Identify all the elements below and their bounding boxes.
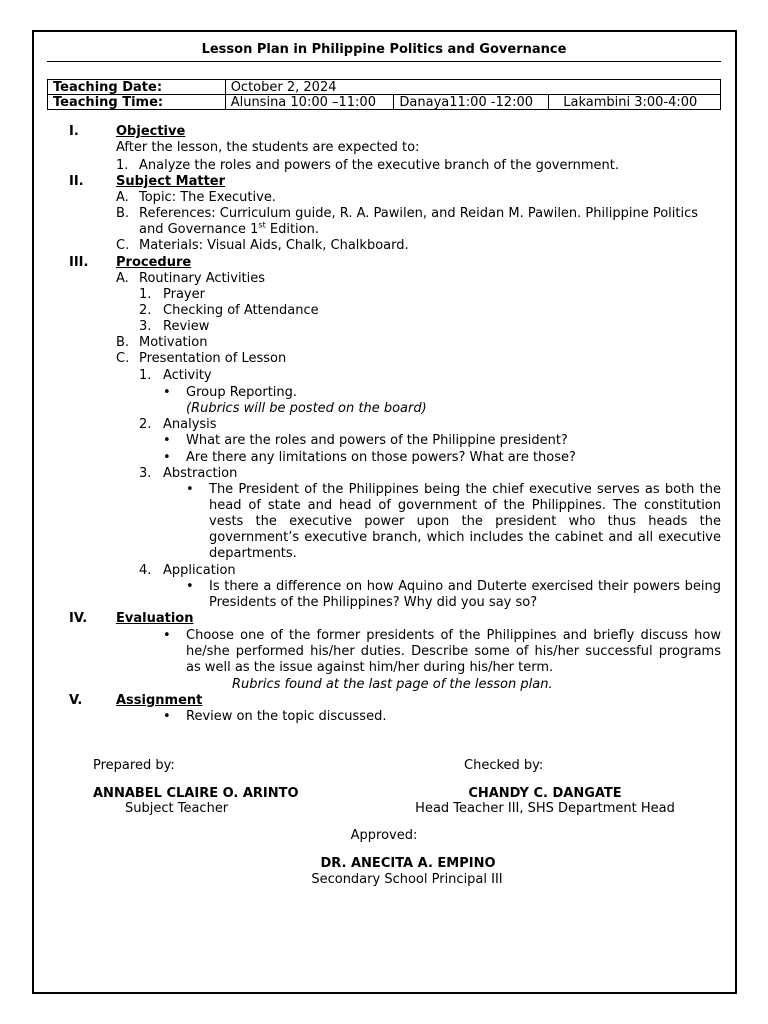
- prepared-by-label: Prepared by:: [93, 758, 175, 773]
- evaluation-note: Rubrics found at the last page of the lesson plan.: [232, 677, 553, 692]
- section-heading-evaluation: Evaluation: [116, 611, 194, 626]
- section-number: IV.: [69, 611, 88, 626]
- preparer-title: Subject Teacher: [125, 801, 229, 816]
- checker-title: Head Teacher III, SHS Department Head: [415, 801, 675, 816]
- list-marker: 1.: [116, 158, 129, 173]
- time-slot-danaya: Danaya11:00 -12:00: [394, 95, 549, 110]
- list-marker: A.: [116, 190, 129, 205]
- analysis-question: What are the roles and powers of the Philippine president?: [186, 433, 568, 448]
- routinary-activities: Routinary Activities: [139, 271, 266, 286]
- analysis-question: Are there any limitations on those powers? What are those?: [186, 450, 576, 465]
- list-marker: 4.: [139, 563, 152, 578]
- list-marker: 3.: [139, 466, 152, 481]
- list-marker: C.: [116, 351, 130, 366]
- presentation-of-lesson: Presentation of Lesson: [139, 351, 287, 366]
- subject-references: References: Curriculum guide, R. A. Pawilen, and Reidan M. Pawilen. Philippine Politics: [139, 206, 699, 221]
- preparer-name: ANNABEL CLAIRE O. ARINTO: [93, 786, 299, 801]
- list-item: Prayer: [163, 287, 205, 302]
- bullet: •: [163, 709, 171, 724]
- section-number: V.: [69, 693, 83, 708]
- teaching-schedule-table: [47, 79, 721, 110]
- list-item: Checking of Attendance: [163, 303, 319, 318]
- bullet: •: [186, 482, 194, 497]
- subject-materials: Materials: Visual Aids, Chalk, Chalkboard.: [139, 238, 409, 253]
- references-edition-end: Edition.: [265, 222, 319, 237]
- teaching-date-label: Teaching Date:: [48, 80, 226, 95]
- bullet: •: [163, 433, 171, 448]
- application-heading: Application: [163, 563, 236, 578]
- activity-heading: Activity: [163, 368, 212, 383]
- time-slot-lakambini: Lakambini 3:00-4:00: [549, 95, 721, 110]
- references-edition: and Governance 1: [139, 222, 259, 237]
- checked-by-label: Checked by:: [464, 758, 544, 773]
- list-marker: A.: [116, 271, 129, 286]
- list-marker: B.: [116, 206, 130, 221]
- teaching-time-row: [48, 95, 721, 110]
- bullet: •: [163, 385, 171, 400]
- list-marker: B.: [116, 335, 130, 350]
- section-number: II.: [69, 174, 84, 189]
- approver-title: Secondary School Principal III: [311, 872, 503, 887]
- list-marker: 1.: [139, 368, 152, 383]
- objective-item: Analyze the roles and powers of the executive branch of the government.: [139, 158, 619, 173]
- section-number: III.: [69, 255, 89, 270]
- subject-topic: Topic: The Executive.: [139, 190, 276, 205]
- abstraction-heading: Abstraction: [163, 466, 238, 481]
- activity-note: (Rubrics will be posted on the board): [186, 401, 427, 416]
- activity-item: Group Reporting.: [186, 385, 298, 400]
- bullet: •: [186, 579, 194, 594]
- bullet: •: [163, 450, 171, 465]
- document-title: Lesson Plan in Philippine Politics and Governance: [201, 42, 567, 57]
- list-marker: C.: [116, 238, 130, 253]
- section-heading-assignment: Assignment: [116, 693, 203, 708]
- teaching-time-label: Teaching Time:: [48, 95, 226, 110]
- subject-references-cont: [139, 222, 319, 238]
- application-text: Is there a difference on how Aquino and Duterte exercised their powers being Presidents of the Philippines? Why did you say so?: [209, 579, 721, 610]
- analysis-heading: Analysis: [163, 417, 217, 432]
- section-heading-subject-matter: Subject Matter: [116, 174, 226, 189]
- approver-name: DR. ANECITA A. EMPINO: [320, 856, 496, 871]
- time-slot-alunsina: Alunsina 10:00 –11:00: [225, 95, 394, 110]
- ordinal-suffix: st: [258, 220, 266, 230]
- section-heading-procedure: Procedure: [116, 255, 192, 270]
- teaching-date-value: October 2, 2024: [225, 80, 720, 95]
- motivation: Motivation: [139, 335, 208, 350]
- list-marker: 1.: [139, 287, 152, 302]
- assignment-item: Review on the topic discussed.: [186, 709, 387, 724]
- section-number: I.: [69, 124, 79, 139]
- list-marker: 2.: [139, 303, 152, 318]
- list-item: Review: [163, 319, 210, 334]
- teaching-date-row: [48, 80, 721, 95]
- section-heading-objective: Objective: [116, 124, 186, 139]
- title-underline: [47, 61, 721, 62]
- list-marker: 2.: [139, 417, 152, 432]
- list-marker: 3.: [139, 319, 152, 334]
- objective-intro: After the lesson, the students are expected to:: [116, 140, 420, 155]
- abstraction-text: The President of the Philippines being the chief executive serves as both the head of state and head of government of the Philippines. The constitution vests the executive power upon the president who thus heads the government’s executive branch, which includes the cabinet and all executive departments.: [209, 482, 721, 561]
- approved-label: Approved:: [350, 828, 418, 843]
- checker-name: CHANDY C. DANGATE: [468, 786, 622, 801]
- bullet: •: [163, 628, 171, 643]
- evaluation-text: Choose one of the former presidents of the Philippines and briefly discuss how he/she performed his/her duties. Describe some of his/her successful programs as well as the issue against him/her during his/her term.: [186, 628, 721, 675]
